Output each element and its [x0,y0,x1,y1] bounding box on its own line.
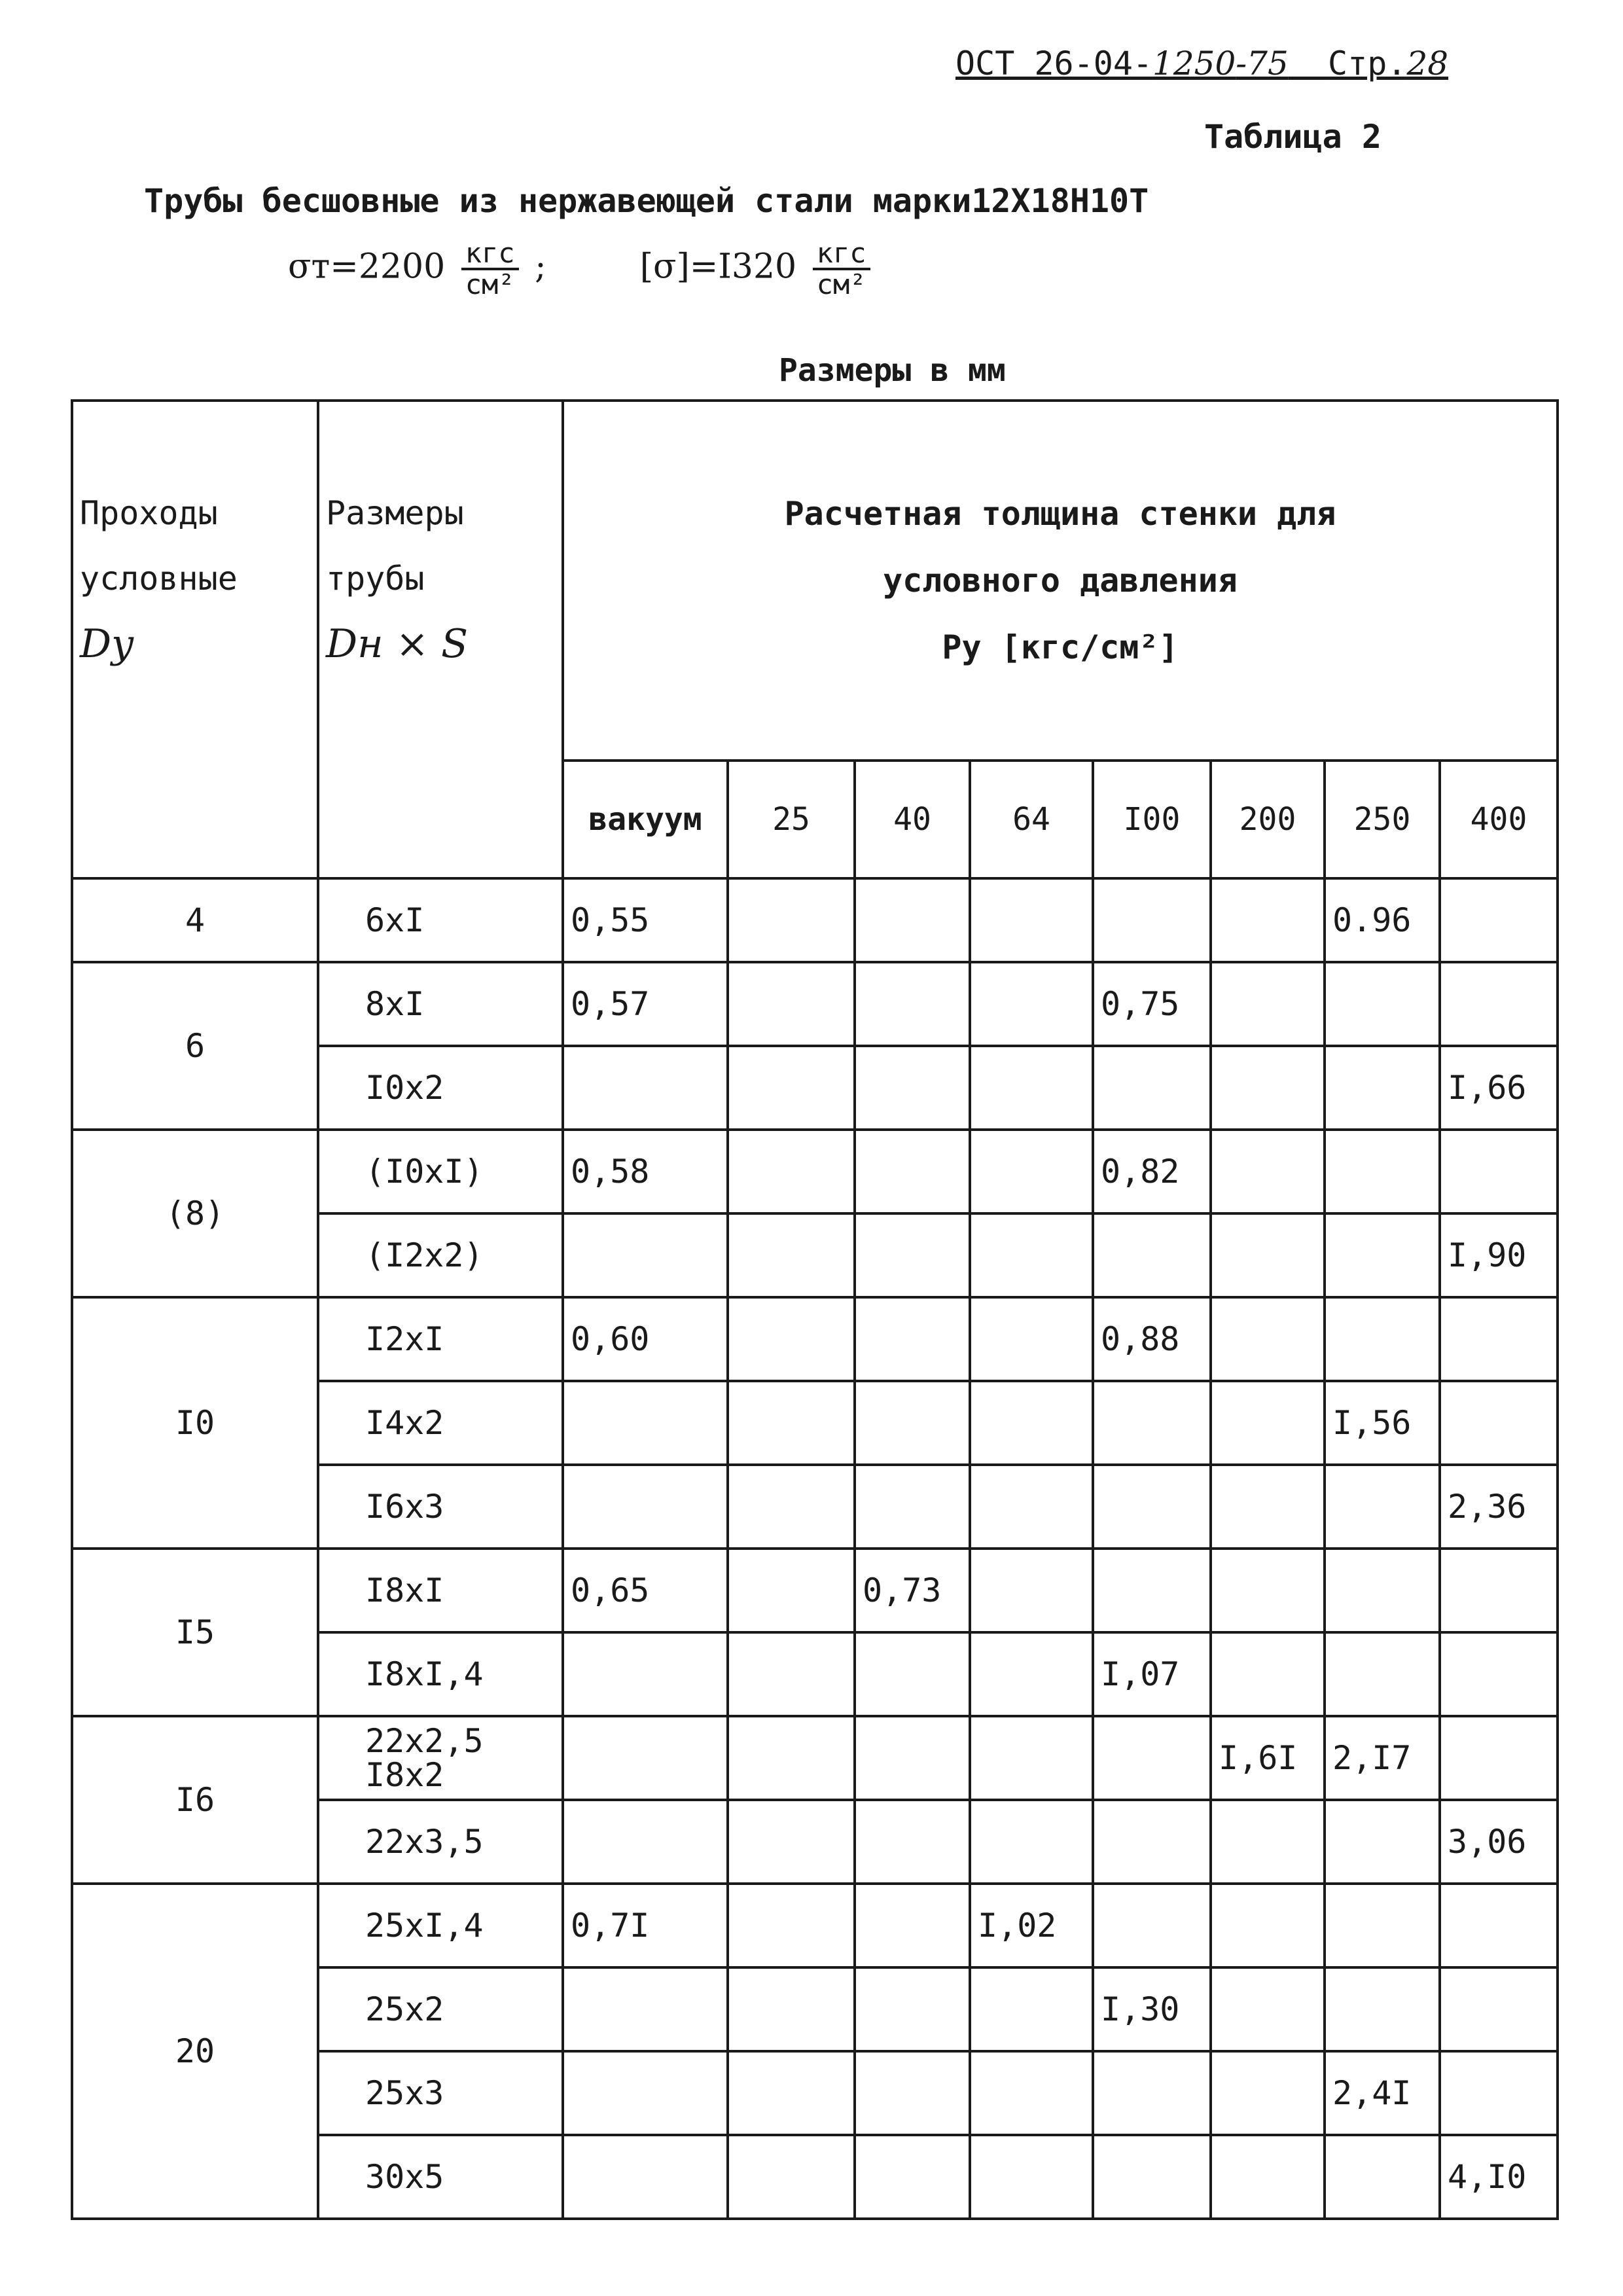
wall-thickness-cell [1211,1800,1325,1884]
wall-thickness-cell [970,1716,1093,1800]
wall-thickness-cell [728,1800,855,1884]
wall-thickness-cell [1325,1213,1440,1297]
wall-thickness-cell [728,1213,855,1297]
wall-thickness-cell [1440,1716,1558,1800]
wall-thickness-cell: 0,57 [563,962,728,1046]
wall-thickness-cell [1440,1130,1558,1213]
wall-thickness-cell [855,1967,970,2051]
wall-thickness-cell [1211,878,1325,962]
nominal-diameter-cell: 20 [72,1884,318,2219]
wall-thickness-cell [970,1465,1093,1549]
sigma-t-unit [461,239,519,299]
wall-thickness-cell [855,1046,970,1130]
wall-thickness-cell [728,1884,855,1967]
wall-thickness-cell [1211,1130,1325,1213]
pipe-size-cell: 25x2 [318,1967,563,2051]
wall-thickness-cell [970,1046,1093,1130]
wall-thickness-cell: I,90 [1440,1213,1558,1297]
wall-thickness-cell [970,1967,1093,2051]
sigma-allow-label: [σ]=I320 [639,247,797,287]
pressure-header: 40 [855,761,970,878]
wall-thickness-cell [855,878,970,962]
wall-thickness-cell [563,1716,728,1800]
header-dy-line: условные [80,560,238,598]
wall-thickness-cell: 2,4I [1325,2051,1440,2135]
pipe-size-cell: 6xI [318,878,563,962]
wall-thickness-cell [1440,1381,1558,1465]
wall-thickness-cell [1093,1213,1211,1297]
unit-numerator: кгс [813,239,870,270]
wall-thickness-cell [970,1297,1093,1381]
wall-thickness-cell [970,962,1093,1046]
pressure-header: 25 [728,761,855,878]
table-row [72,878,1558,962]
wall-thickness-cell [728,1716,855,1800]
wall-thickness-cell [1440,962,1558,1046]
stress-formula [288,239,876,299]
wall-thickness-cell [1325,1549,1440,1632]
pressure-header: I00 [1093,761,1211,878]
wall-thickness-cell [1093,878,1211,962]
wall-thickness-cell [1211,1549,1325,1632]
wall-thickness-cell [855,1884,970,1967]
table-row [72,1716,1558,1800]
wall-thickness-cell [1211,2135,1325,2219]
wall-thickness-cell [1440,1297,1558,1381]
wall-thickness-cell [563,1046,728,1130]
wall-thickness-cell [1325,1884,1440,1967]
wall-thickness-cell: 0,88 [1093,1297,1211,1381]
wall-thickness-cell [970,1381,1093,1465]
header-pressure-line: уcловного давления [883,562,1238,600]
wall-thickness-cell [855,1800,970,1884]
nominal-diameter-cell: I6 [72,1716,318,1884]
wall-thickness-cell: 2,I7 [1325,1716,1440,1800]
pipe-size-cell: 22x2,5 I8x2 [318,1716,563,1800]
header-dy-line: Проходы [80,494,218,532]
pressure-header: вакуум [563,761,728,878]
pipe-size-cell: (I2x2) [318,1213,563,1297]
wall-thickness-cell: I,6I [1211,1716,1325,1800]
pipe-size-cell: (I0xI) [318,1130,563,1213]
wall-thickness-cell: 0,65 [563,1549,728,1632]
table-row [72,1297,1558,1381]
wall-thickness-cell [563,1632,728,1716]
wall-thickness-cell [970,1130,1093,1213]
wall-thickness-cell [1211,1297,1325,1381]
nominal-diameter-cell: I0 [72,1297,318,1549]
wall-thickness-cell [1211,962,1325,1046]
wall-thickness-cell [1440,1967,1558,2051]
wall-thickness-cell [728,1967,855,2051]
header-pressure-line: Расчетная толщина стенки для [784,495,1336,533]
wall-thickness-cell: 0,73 [855,1549,970,1632]
wall-thickness-cell [1325,962,1440,1046]
wall-thickness-cell [728,1632,855,1716]
pressure-header: 64 [970,761,1093,878]
wall-thickness-cell [1211,2051,1325,2135]
wall-thickness-cell [970,878,1093,962]
document-title: Трубы бесшовные из нержавеющей стали марки12Х18Н10Т [144,182,1149,220]
pressure-header: 250 [1325,761,1440,878]
wall-thickness-cell [855,1716,970,1800]
doc-code-number: 1250 [1152,45,1236,82]
nominal-diameter-cell: 6 [72,962,318,1130]
pipe-size-cell: I0x2 [318,1046,563,1130]
wall-thickness-cell: I,02 [970,1884,1093,1967]
nominal-diameter-cell: I5 [72,1549,318,1716]
wall-thickness-cell [1093,1716,1211,1800]
header-pipe-size [318,401,563,878]
wall-thickness-cell [1093,2051,1211,2135]
wall-thickness-cell [1093,1800,1211,1884]
pipe-size-cell: I2xI [318,1297,563,1381]
header-pressure-line: Ру [кгс/см²] [942,628,1179,666]
wall-thickness-cell [1093,1884,1211,1967]
unit-numerator: кгс [461,239,519,270]
wall-thickness-cell: I,56 [1325,1381,1440,1465]
pipe-size-cell: 8xI [318,962,563,1046]
wall-thickness-cell [855,1465,970,1549]
wall-thickness-cell [1440,2051,1558,2135]
wall-thickness-cell [1093,1465,1211,1549]
table-row [72,962,1558,1046]
pipe-size-cell: 30x5 [318,2135,563,2219]
wall-thickness-cell [728,1130,855,1213]
unit-denominator: см² [465,268,515,301]
wall-thickness-cell: 4,I0 [1440,2135,1558,2219]
wall-thickness-cell: 2,36 [1440,1465,1558,1549]
wall-thickness-cell [1211,1381,1325,1465]
pipe-size-cell: I6x3 [318,1465,563,1549]
wall-thickness-cell [1211,1046,1325,1130]
wall-thickness-cell [563,2051,728,2135]
wall-thickness-cell [1440,878,1558,962]
wall-thickness-cell [1325,1130,1440,1213]
wall-thickness-cell [728,2051,855,2135]
wall-thickness-cell [1211,1884,1325,1967]
wall-thickness-cell [855,1632,970,1716]
wall-thickness-cell [728,962,855,1046]
wall-thickness-cell [728,1046,855,1130]
wall-thickness-cell [970,2135,1093,2219]
wall-thickness-cell: 0,82 [1093,1130,1211,1213]
units-note: Размеры в мм [779,352,1006,389]
table-row [72,1549,1558,1632]
wall-thickness-cell: 3,06 [1440,1800,1558,1884]
formula-separator: ; [535,247,546,287]
wall-thickness-cell: 0,55 [563,878,728,962]
sigma-t-label: σт=2200 [288,247,446,287]
wall-thickness-table [71,399,1559,2220]
wall-thickness-cell: 0.96 [1325,878,1440,962]
wall-thickness-cell [563,1381,728,1465]
pipe-size-cell: 22x3,5 [318,1800,563,1884]
pipe-size-cell: 25xI,4 [318,1884,563,1967]
sigma-allow-unit [813,239,870,299]
wall-thickness-cell: 0,58 [563,1130,728,1213]
wall-thickness-cell: 0,60 [563,1297,728,1381]
wall-thickness-cell [970,1213,1093,1297]
wall-thickness-cell [855,962,970,1046]
pipe-size-cell: I8xI [318,1549,563,1632]
wall-thickness-cell [1325,1465,1440,1549]
wall-thickness-cell [855,2135,970,2219]
pipe-size-cell: I4x2 [318,1381,563,1465]
wall-thickness-cell [970,1549,1093,1632]
wall-thickness-cell [1325,1632,1440,1716]
wall-thickness-cell [1093,1549,1211,1632]
wall-thickness-cell: 0,75 [1093,962,1211,1046]
pipe-size-cell: 25x3 [318,2051,563,2135]
wall-thickness-cell [1440,1884,1558,1967]
header-dy [72,401,318,878]
wall-thickness-cell [728,2135,855,2219]
wall-thickness-cell [563,1967,728,2051]
pressure-header: 200 [1211,761,1325,878]
wall-thickness-cell [728,1297,855,1381]
wall-thickness-cell [1093,2135,1211,2219]
wall-thickness-cell [563,1213,728,1297]
header-size-line: Размеры [326,494,464,532]
page-number: 28 [1406,45,1449,82]
wall-thickness-cell [970,1800,1093,1884]
wall-thickness-cell [728,1381,855,1465]
wall-thickness-cell [855,1381,970,1465]
table-label: Таблица 2 [1204,118,1382,156]
nominal-diameter-cell: (8) [72,1130,318,1297]
wall-thickness-cell [728,878,855,962]
doc-code-prefix: ОСТ 26-04- [955,45,1153,82]
wall-thickness-cell [1211,1465,1325,1549]
wall-thickness-cell [855,2051,970,2135]
wall-thickness-cell [1440,1632,1558,1716]
wall-thickness-cell [728,1549,855,1632]
doc-code-year: -75 [1236,45,1289,82]
wall-thickness-cell [1211,1213,1325,1297]
wall-thickness-cell [1325,2135,1440,2219]
wall-thickness-cell [1211,1967,1325,2051]
header-size-symbol: Dн × S [326,621,469,667]
header-wall-thickness [563,401,1558,761]
wall-thickness-cell [563,2135,728,2219]
wall-thickness-cell [970,1632,1093,1716]
wall-thickness-cell [1211,1632,1325,1716]
page-label: Стр. [1328,45,1407,82]
wall-thickness-cell [1093,1046,1211,1130]
unit-denominator: см² [816,268,866,301]
header-dy-symbol: Dу [80,621,134,667]
table-row [72,1130,1558,1213]
wall-thickness-cell [855,1297,970,1381]
pressure-header: 400 [1440,761,1558,878]
wall-thickness-cell [563,1465,728,1549]
wall-thickness-cell [728,1465,855,1549]
wall-thickness-cell: I,66 [1440,1046,1558,1130]
wall-thickness-cell [1440,1549,1558,1632]
pipe-size-cell: I8xI,4 [318,1632,563,1716]
wall-thickness-cell [855,1213,970,1297]
table-row [72,1884,1558,1967]
wall-thickness-cell [1093,1381,1211,1465]
wall-thickness-cell [1325,1800,1440,1884]
document-code [955,45,1448,82]
wall-thickness-cell: 0,7I [563,1884,728,1967]
wall-thickness-cell: I,30 [1093,1967,1211,2051]
wall-thickness-cell [1325,1297,1440,1381]
nominal-diameter-cell: 4 [72,878,318,962]
wall-thickness-cell [855,1130,970,1213]
wall-thickness-cell: I,07 [1093,1632,1211,1716]
header-size-line: трубы [326,560,425,598]
wall-thickness-cell [563,1800,728,1884]
wall-thickness-cell [1325,1967,1440,2051]
wall-thickness-cell [970,2051,1093,2135]
wall-thickness-cell [1325,1046,1440,1130]
